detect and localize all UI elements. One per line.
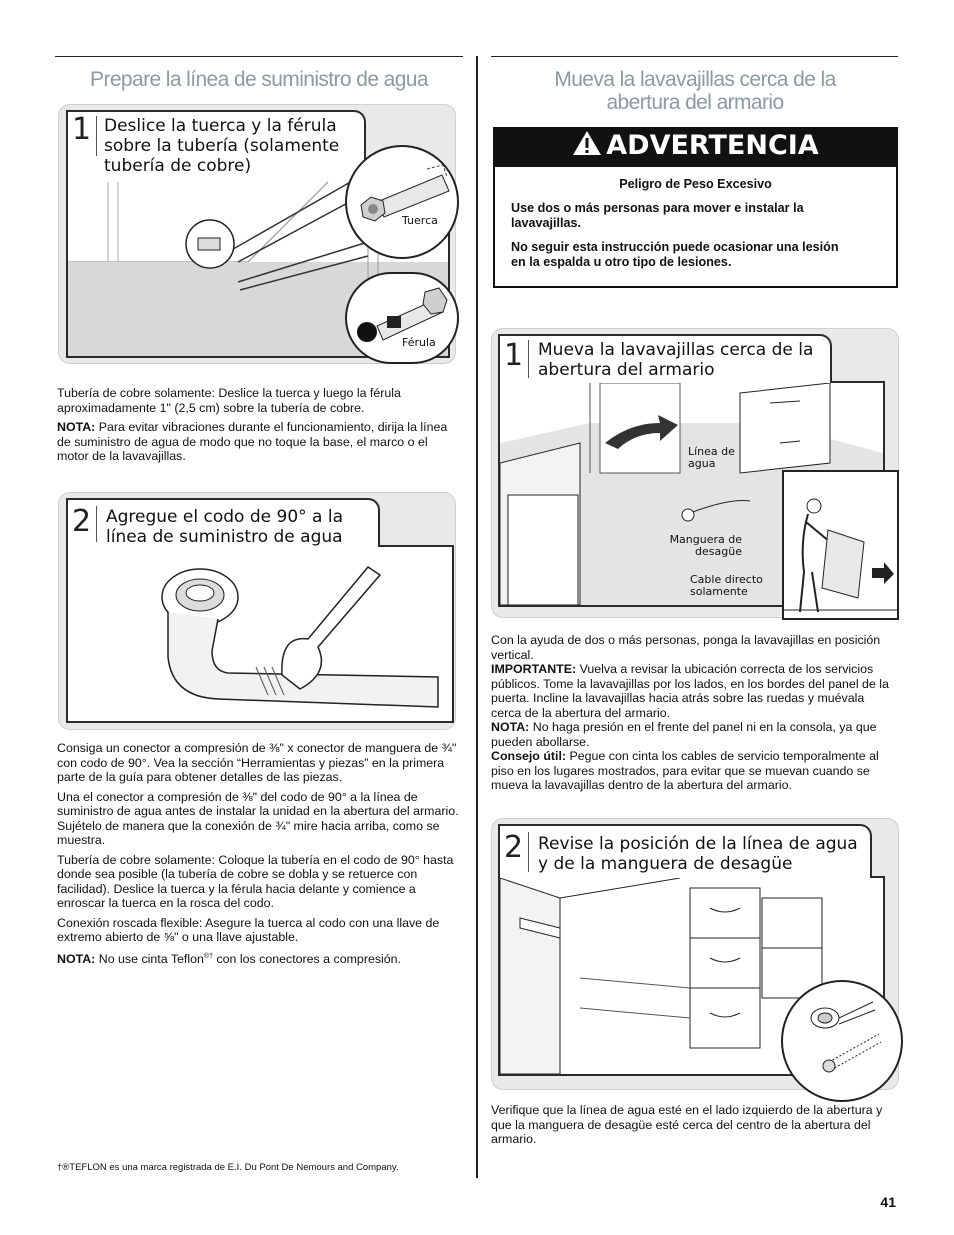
nut-zoom-circle — [345, 145, 459, 259]
right-step1-note — [491, 720, 896, 749]
warning-body — [493, 165, 898, 288]
top-rule-right — [491, 56, 898, 57]
note2-label: NOTA: — [57, 951, 96, 966]
important-label: IMPORTANTE: — [491, 662, 577, 676]
right-step2-para: Verifique que la línea de agua esté en el lado izquierdo de la abertura y que la manguera de desagüe esté cerca del centro de la abertura del armario. — [491, 1103, 883, 1146]
left-step2-para4: Conexión roscada flexible: Asegure la tuerca al codo con una llave de extremo abierto de ⅝" o una llave ajustable. — [57, 915, 440, 944]
warning-line1: Use dos o más personas para mover e instalar la lavavajillas. — [511, 201, 804, 230]
left-step2-text — [57, 741, 462, 971]
ferrule-zoom-circle — [345, 272, 459, 364]
left-step2-para1: Consiga un conector a compresión de ⅜" x conector de manguera de ¾" con codo de 90°. Vea la sección “Herramientas y piezas” en la primera parte de la guía para obtener detalles de las piezas. — [57, 741, 457, 784]
left-step2-illustration — [66, 545, 454, 723]
right-step1-number: 1 — [504, 338, 524, 373]
note3-label: NOTA: — [491, 720, 530, 734]
note2-tail: con los conectores a compresión. — [212, 951, 402, 966]
water-line-label: Línea de agua — [688, 445, 735, 470]
right-section-title: Mueva la lavavajillas cerca de la abertura del armario — [554, 68, 836, 114]
warning-line2: No seguir esta instrucción puede ocasionar una lesión en la espalda u otro tipo de lesiones. — [511, 240, 839, 269]
tip-label: Consejo útil: — [491, 749, 567, 763]
left-step1-para: Tubería de cobre solamente: Deslice la tuerca y luego la férula aproximadamente 1" (2,5 cm) sobre la tubería de cobre. — [57, 386, 401, 415]
note-label: NOTA: — [57, 420, 96, 434]
fittings-zoom-circle — [781, 980, 903, 1102]
warning-triangle-icon — [572, 130, 602, 163]
elbow-illustration — [68, 547, 452, 721]
left-step1-text — [57, 386, 462, 469]
column-divider — [476, 56, 478, 1178]
right-step1-caption: Mueva la lavavajillas cerca de la abertura del armario — [538, 340, 814, 380]
left-step1-note — [57, 420, 462, 464]
left-step2-para2: Una el conector a compresión de ⅜" del codo de 90° a la línea de suministro de agua antes de instalar la unidad en la abertura del armario. Sujételo de manera que la conexión de ¾" mire hacia arriba, como se muestra. — [57, 789, 459, 847]
right-step2-text — [491, 1103, 896, 1152]
right-step2-divider — [528, 832, 529, 872]
direct-cable-label: Cable directo solamente — [690, 573, 763, 598]
left-step1-number: 1 — [72, 112, 92, 147]
warning-title: Peligro de Peso Excesivo — [619, 177, 772, 191]
right-step2-caption: Revise la posición de la línea de agua y de la manguera de desagüe — [538, 834, 858, 874]
left-step2-para3: Tubería de cobre solamente: Coloque la tubería en el codo de 90° hasta donde sea posible (la tubería de cobre se dobla y se retuerce con facilidad). Deslice la tuerca y la férula hacia delante y comience a enroscar la tuerca en la rosca del codo. — [57, 852, 454, 910]
tip-text: Pegue con cinta los cables de servicio temporalmente al piso en los lugares mostrados, para evitar que se muevan cuando se mueva la lavavajillas dentro de la abertura del armario. — [491, 749, 879, 792]
warning-heading-bar — [493, 127, 898, 165]
right-step1-divider — [528, 340, 529, 378]
right-step2-number: 2 — [504, 830, 524, 865]
drain-hose-label: Manguera de desagüe — [669, 533, 742, 558]
nut-label: Tuerca — [402, 214, 438, 227]
fittings-zoom-illustration — [783, 982, 901, 1100]
right-step1-tip — [491, 749, 896, 793]
person-tilting-illustration — [784, 472, 897, 618]
warning-heading: ADVERTENCIA — [606, 130, 819, 161]
important-text: Vuelva a revisar la ubicación correcta de los servicios públicos. Tome la lavavajillas por los lados, en los bordes del panel de la puerta. Incline la lavavajillas hacia atrás sobre las ruedas y muévala cerca de la abertura del armario. — [491, 662, 889, 720]
note3-text: No haga presión en el frente del panel ni en la consola, ya que pueden abollarse. — [491, 720, 877, 749]
note2-text: No use cinta Teflon — [95, 951, 204, 966]
note-text: Para evitar vibraciones durante el funcionamiento, dirija la línea de suministro de agua de modo que no toque la base, el marco o el motor de la lavavajillas. — [57, 420, 448, 463]
note2-sup: ®† — [203, 952, 213, 960]
right-step1-important — [491, 662, 896, 720]
footnote: †®TEFLON es una marca registrada de E.I. Du Pont De Nemours and Company. — [57, 1162, 399, 1173]
person-moving-inset — [782, 470, 899, 620]
top-rule-left — [55, 56, 463, 57]
right-step1-para: Con la ayuda de dos o más personas, ponga la lavavajillas en posición vertical. — [491, 633, 881, 662]
left-step1-caption: Deslice la tuerca y la férula sobre la tubería (solamente tubería de cobre) — [104, 116, 340, 176]
left-step1-divider — [96, 116, 97, 156]
left-step2-caption: Agregue el codo de 90° a la línea de suministro de agua — [106, 507, 344, 547]
right-step1-text — [491, 633, 896, 793]
nut-zoom-illustration — [347, 147, 457, 257]
left-step2-divider — [96, 506, 97, 542]
left-section-title: Prepare la línea de suministro de agua — [90, 68, 428, 91]
ferrule-label: Férula — [402, 336, 436, 349]
left-step2-note — [57, 950, 462, 967]
page-number: 41 — [880, 1194, 896, 1210]
left-step2-number: 2 — [72, 504, 92, 539]
